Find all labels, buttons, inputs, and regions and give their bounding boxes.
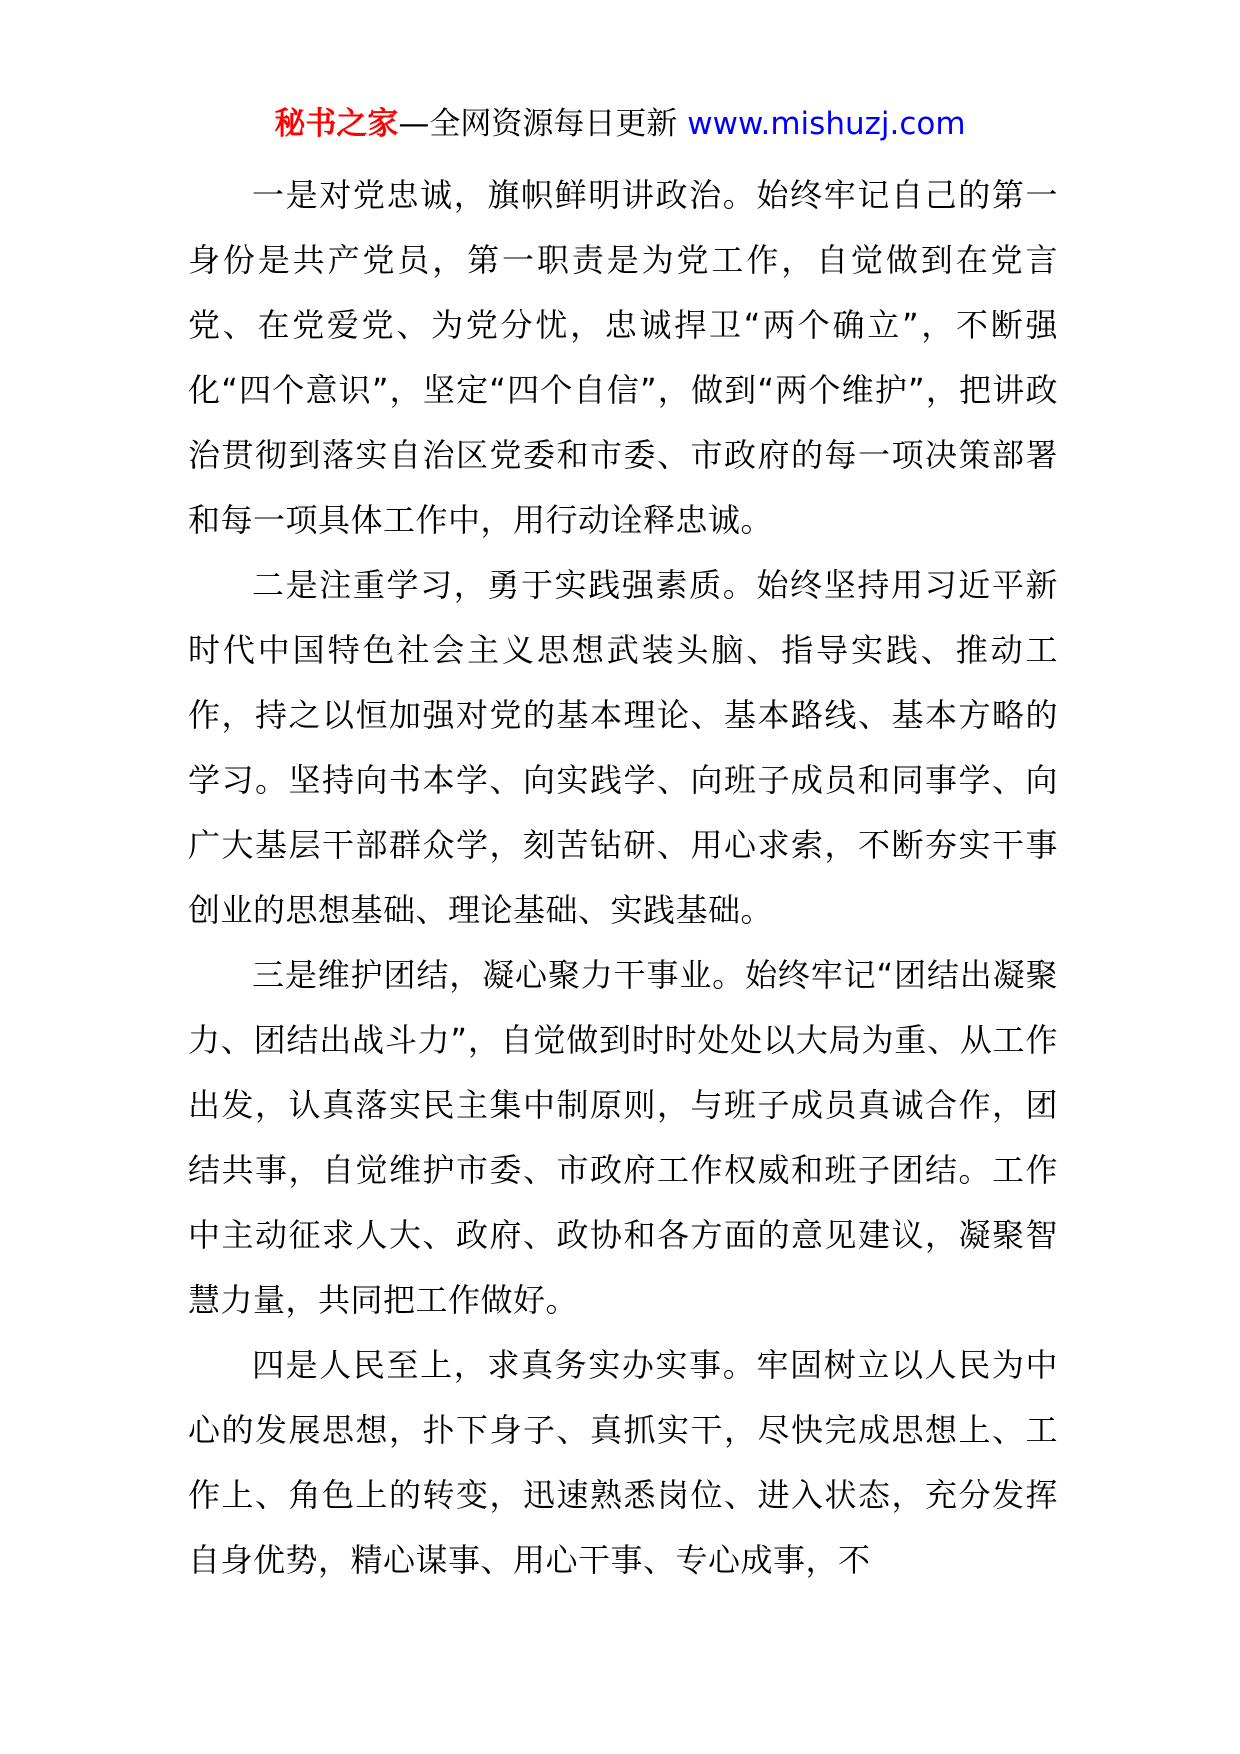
paragraph-text: 牢固树立以人民为中心的发展思想，扑下身子、真抓实干，尽快完成思想上、工作上、角色上的转变，迅速熟悉岗位、进入状态，充分发挥自身优势，精心谋事、用心干事、专心成事，不 (188, 1346, 1058, 1579)
brand-name: 秘书之家 (274, 106, 399, 142)
paragraph-text: 始终坚持用习近平新时代中国特色社会主义思想武装头脑、指导实践、推动工作，持之以恒加强对党的基本理论、基本路线、基本方略的学习。坚持向书本学、向实践学、向班子成员和同事学、向广大基层干部群众学，刻苦钻研、用心求索，不断夯实干事创业的思想基础、理论基础、实践基础。 (188, 566, 1058, 929)
header-tagline: —全网资源每日更新 (398, 106, 688, 142)
page-header (0, 100, 1240, 148)
paragraph-lead: 四是人民至上，求真务实办实事。 (252, 1346, 757, 1384)
paragraph-text: 始终牢记“团结出凝聚力、团结出战斗力”，自觉做到时时处处以大局为重、从工作出发，认真落实民主集中制原则，与班子成员真诚合作，团结共事，自觉维护市委、市政府工作权威和班子团结。工作中主动征求人大、政府、政协和各方面的意见建议，凝聚智慧力量，共同把工作做好。 (188, 956, 1058, 1319)
paragraph (188, 163, 1058, 553)
paragraph (188, 943, 1058, 1333)
header-url[interactable]: www.mishuzj.com (687, 106, 966, 142)
paragraph (188, 553, 1058, 943)
paragraph-text: 始终牢记自己的第一身份是共产党员，第一职责是为党工作，自觉做到在党言党、在党爱党、为党分忧，忠诚捍卫“两个确立”，不断强化“四个意识”，坚定“四个自信”，做到“两个维护”，把讲政治贯彻到落实自治区党委和市委、市政府的每一项决策部署和每一项具体工作中，用行动诠释忠诚。 (188, 176, 1058, 539)
paragraph (188, 1333, 1058, 1593)
paragraph-lead: 三是维护团结，凝心聚力干事业。 (252, 956, 746, 994)
paragraph-lead: 二是注重学习，勇于实践强素质。 (252, 566, 757, 604)
paragraph-lead: 一是对党忠诚，旗帜鲜明讲政治。 (252, 176, 757, 214)
document-body (188, 163, 1058, 1593)
